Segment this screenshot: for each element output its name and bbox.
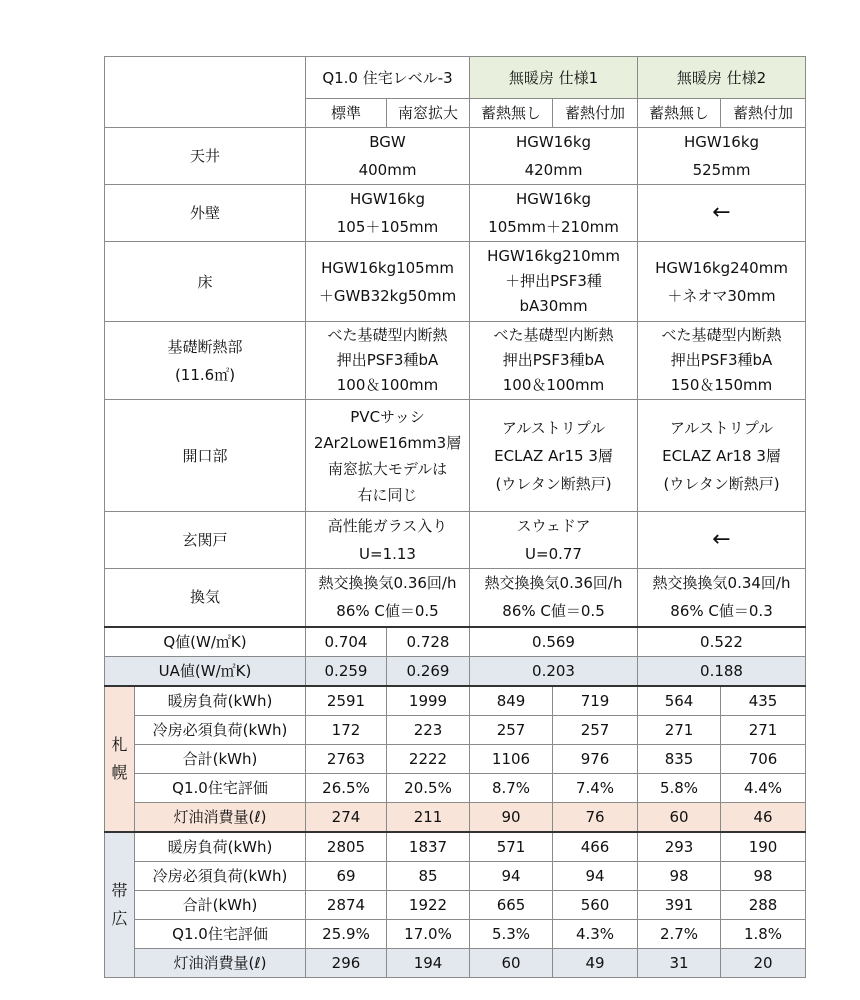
row-label: 玄関戸 xyxy=(105,512,306,569)
value-cell: 288 xyxy=(721,890,806,919)
value-cell: 49 xyxy=(553,948,638,977)
spec-cell-s2: HGW16kg 525mm xyxy=(638,128,806,185)
row-label: Q値(W/㎡K) xyxy=(105,627,306,657)
subheader-cell: 蓄熱付加 xyxy=(721,99,806,128)
row-label: 暖房負荷(kWh) xyxy=(135,832,306,862)
value-cell: 60 xyxy=(470,948,553,977)
header-spec1: 無暖房 仕様1 xyxy=(470,57,638,99)
value-cell: 296 xyxy=(306,948,387,977)
value-cell: 8.7% xyxy=(470,773,553,802)
group-label-obihiro: 帯 広 xyxy=(105,832,135,978)
value-cell: 172 xyxy=(306,715,387,744)
spec-cell-s1: HGW16kg 105mm＋210mm xyxy=(470,185,638,242)
value-cell: 5.3% xyxy=(470,919,553,948)
obihiro-row xyxy=(105,890,806,919)
q-value-row xyxy=(105,627,806,657)
row-label: 床 xyxy=(105,242,306,322)
obihiro-row xyxy=(105,861,806,890)
value-cell: 0.704 xyxy=(306,627,387,657)
value-cell: 391 xyxy=(638,890,721,919)
opening-row xyxy=(105,400,806,512)
value-cell: 1922 xyxy=(387,890,470,919)
spec-cell-s2: べた基礎型内断熱 押出PSF3種bA 150＆150mm xyxy=(638,322,806,400)
value-cell: 2805 xyxy=(306,832,387,862)
spec-cell-s1: スウェドア U=0.77 xyxy=(470,512,638,569)
row-label: Q1.0住宅評価 xyxy=(135,919,306,948)
header-row xyxy=(105,57,806,99)
spec-cell-s1: 熱交換換気0.36回/h 86% C値＝0.5 xyxy=(470,569,638,627)
value-cell: 94 xyxy=(470,861,553,890)
value-cell: 571 xyxy=(470,832,553,862)
spec-cell-s2: HGW16kg240mm ＋ネオマ30mm xyxy=(638,242,806,322)
value-cell: 1106 xyxy=(470,744,553,773)
value-cell: 274 xyxy=(306,802,387,832)
value-cell: 976 xyxy=(553,744,638,773)
spec-cell-q10: HGW16kg105mm ＋GWB32kg50mm xyxy=(306,242,470,322)
spec-cell-s1: HGW16kg210mm ＋押出PSF3種 bA30mm xyxy=(470,242,638,322)
corner-cell xyxy=(105,57,306,128)
value-cell: 435 xyxy=(721,686,806,716)
row-label: 外壁 xyxy=(105,185,306,242)
value-cell: 60 xyxy=(638,802,721,832)
value-cell: 2591 xyxy=(306,686,387,716)
spec-cell-q10: 熱交換換気0.36回/h 86% C値＝0.5 xyxy=(306,569,470,627)
value-cell: 98 xyxy=(638,861,721,890)
value-cell: 564 xyxy=(638,686,721,716)
same-as-left-arrow-icon: ← xyxy=(638,185,806,242)
sapporo-row xyxy=(105,744,806,773)
value-cell: 17.0% xyxy=(387,919,470,948)
value-cell: 0.203 xyxy=(470,656,638,686)
wall-row xyxy=(105,185,806,242)
row-label: 灯油消費量(ℓ) xyxy=(135,948,306,977)
row-label: Q1.0住宅評価 xyxy=(135,773,306,802)
value-cell: 271 xyxy=(721,715,806,744)
value-cell: 2.7% xyxy=(638,919,721,948)
subheader-cell: 蓄熱無し xyxy=(638,99,721,128)
header-spec2: 無暖房 仕様2 xyxy=(638,57,806,99)
value-cell: 0.569 xyxy=(470,627,638,657)
ceiling-row xyxy=(105,128,806,185)
value-cell: 706 xyxy=(721,744,806,773)
value-cell: 94 xyxy=(553,861,638,890)
spec-cell-s1: HGW16kg 420mm xyxy=(470,128,638,185)
row-label: 基礎断熱部 (11.6㎡) xyxy=(105,322,306,400)
floor-row xyxy=(105,242,806,322)
value-cell: 20.5% xyxy=(387,773,470,802)
sapporo-row xyxy=(105,773,806,802)
value-cell: 20 xyxy=(721,948,806,977)
sapporo-row xyxy=(105,686,806,716)
spec-cell-s1: アルストリプル ECLAZ Ar15 3層 (ウレタン断熱戸) xyxy=(470,400,638,512)
spec-cell-q10: 高性能ガラス入り U=1.13 xyxy=(306,512,470,569)
value-cell: 257 xyxy=(470,715,553,744)
row-label: 冷房必須負荷(kWh) xyxy=(135,861,306,890)
value-cell: 2763 xyxy=(306,744,387,773)
obihiro-row xyxy=(105,832,806,862)
spec-cell-q10: PVCサッシ 2Ar2LowE16mm3層 南窓拡大モデルは 右に同じ xyxy=(306,400,470,512)
value-cell: 849 xyxy=(470,686,553,716)
value-cell: 1999 xyxy=(387,686,470,716)
value-cell: 76 xyxy=(553,802,638,832)
row-label: 合計(kWh) xyxy=(135,744,306,773)
row-label: 天井 xyxy=(105,128,306,185)
obihiro-row xyxy=(105,948,806,977)
value-cell: 223 xyxy=(387,715,470,744)
value-cell: 293 xyxy=(638,832,721,862)
value-cell: 85 xyxy=(387,861,470,890)
sapporo-row xyxy=(105,802,806,832)
row-label: 暖房負荷(kWh) xyxy=(135,686,306,716)
row-label: 開口部 xyxy=(105,400,306,512)
row-label: 冷房必須負荷(kWh) xyxy=(135,715,306,744)
row-label: 換気 xyxy=(105,569,306,627)
spec-cell-q10: HGW16kg 105＋105mm xyxy=(306,185,470,242)
value-cell: 271 xyxy=(638,715,721,744)
subheader-cell: 標準 xyxy=(306,99,387,128)
value-cell: 719 xyxy=(553,686,638,716)
row-label: UA値(W/㎡K) xyxy=(105,656,306,686)
subheader-cell: 蓄熱無し xyxy=(470,99,553,128)
value-cell: 69 xyxy=(306,861,387,890)
value-cell: 5.8% xyxy=(638,773,721,802)
value-cell: 2874 xyxy=(306,890,387,919)
spec-cell-s2: アルストリプル ECLAZ Ar18 3層 (ウレタン断熱戸) xyxy=(638,400,806,512)
value-cell: 835 xyxy=(638,744,721,773)
value-cell: 2222 xyxy=(387,744,470,773)
same-as-left-arrow-icon: ← xyxy=(638,512,806,569)
value-cell: 257 xyxy=(553,715,638,744)
value-cell: 0.188 xyxy=(638,656,806,686)
spec-comparison-table xyxy=(104,56,806,978)
value-cell: 90 xyxy=(470,802,553,832)
spec-cell-s2: 熱交換換気0.34回/h 86% C値＝0.3 xyxy=(638,569,806,627)
value-cell: 25.9% xyxy=(306,919,387,948)
value-cell: 31 xyxy=(638,948,721,977)
subheader-cell: 南窓拡大 xyxy=(387,99,470,128)
value-cell: 98 xyxy=(721,861,806,890)
subheader-cell: 蓄熱付加 xyxy=(553,99,638,128)
ventilation-row xyxy=(105,569,806,627)
value-cell: 0.522 xyxy=(638,627,806,657)
value-cell: 190 xyxy=(721,832,806,862)
spec-cell-s1: べた基礎型内断熱 押出PSF3種bA 100＆100mm xyxy=(470,322,638,400)
value-cell: 46 xyxy=(721,802,806,832)
value-cell: 26.5% xyxy=(306,773,387,802)
group-label-sapporo: 札 幌 xyxy=(105,686,135,832)
value-cell: 665 xyxy=(470,890,553,919)
foundation-row xyxy=(105,322,806,400)
obihiro-row xyxy=(105,919,806,948)
sapporo-row xyxy=(105,715,806,744)
value-cell: 1.8% xyxy=(721,919,806,948)
entrance-row xyxy=(105,512,806,569)
value-cell: 7.4% xyxy=(553,773,638,802)
row-label: 合計(kWh) xyxy=(135,890,306,919)
header-q10: Q1.0 住宅レベル-3 xyxy=(306,57,470,99)
ua-value-row xyxy=(105,656,806,686)
value-cell: 0.728 xyxy=(387,627,470,657)
value-cell: 560 xyxy=(553,890,638,919)
row-label: 灯油消費量(ℓ) xyxy=(135,802,306,832)
value-cell: 4.3% xyxy=(553,919,638,948)
value-cell: 0.269 xyxy=(387,656,470,686)
spec-cell-q10: BGW 400mm xyxy=(306,128,470,185)
value-cell: 466 xyxy=(553,832,638,862)
value-cell: 211 xyxy=(387,802,470,832)
value-cell: 4.4% xyxy=(721,773,806,802)
value-cell: 1837 xyxy=(387,832,470,862)
spec-cell-q10: べた基礎型内断熱 押出PSF3種bA 100＆100mm xyxy=(306,322,470,400)
value-cell: 0.259 xyxy=(306,656,387,686)
value-cell: 194 xyxy=(387,948,470,977)
